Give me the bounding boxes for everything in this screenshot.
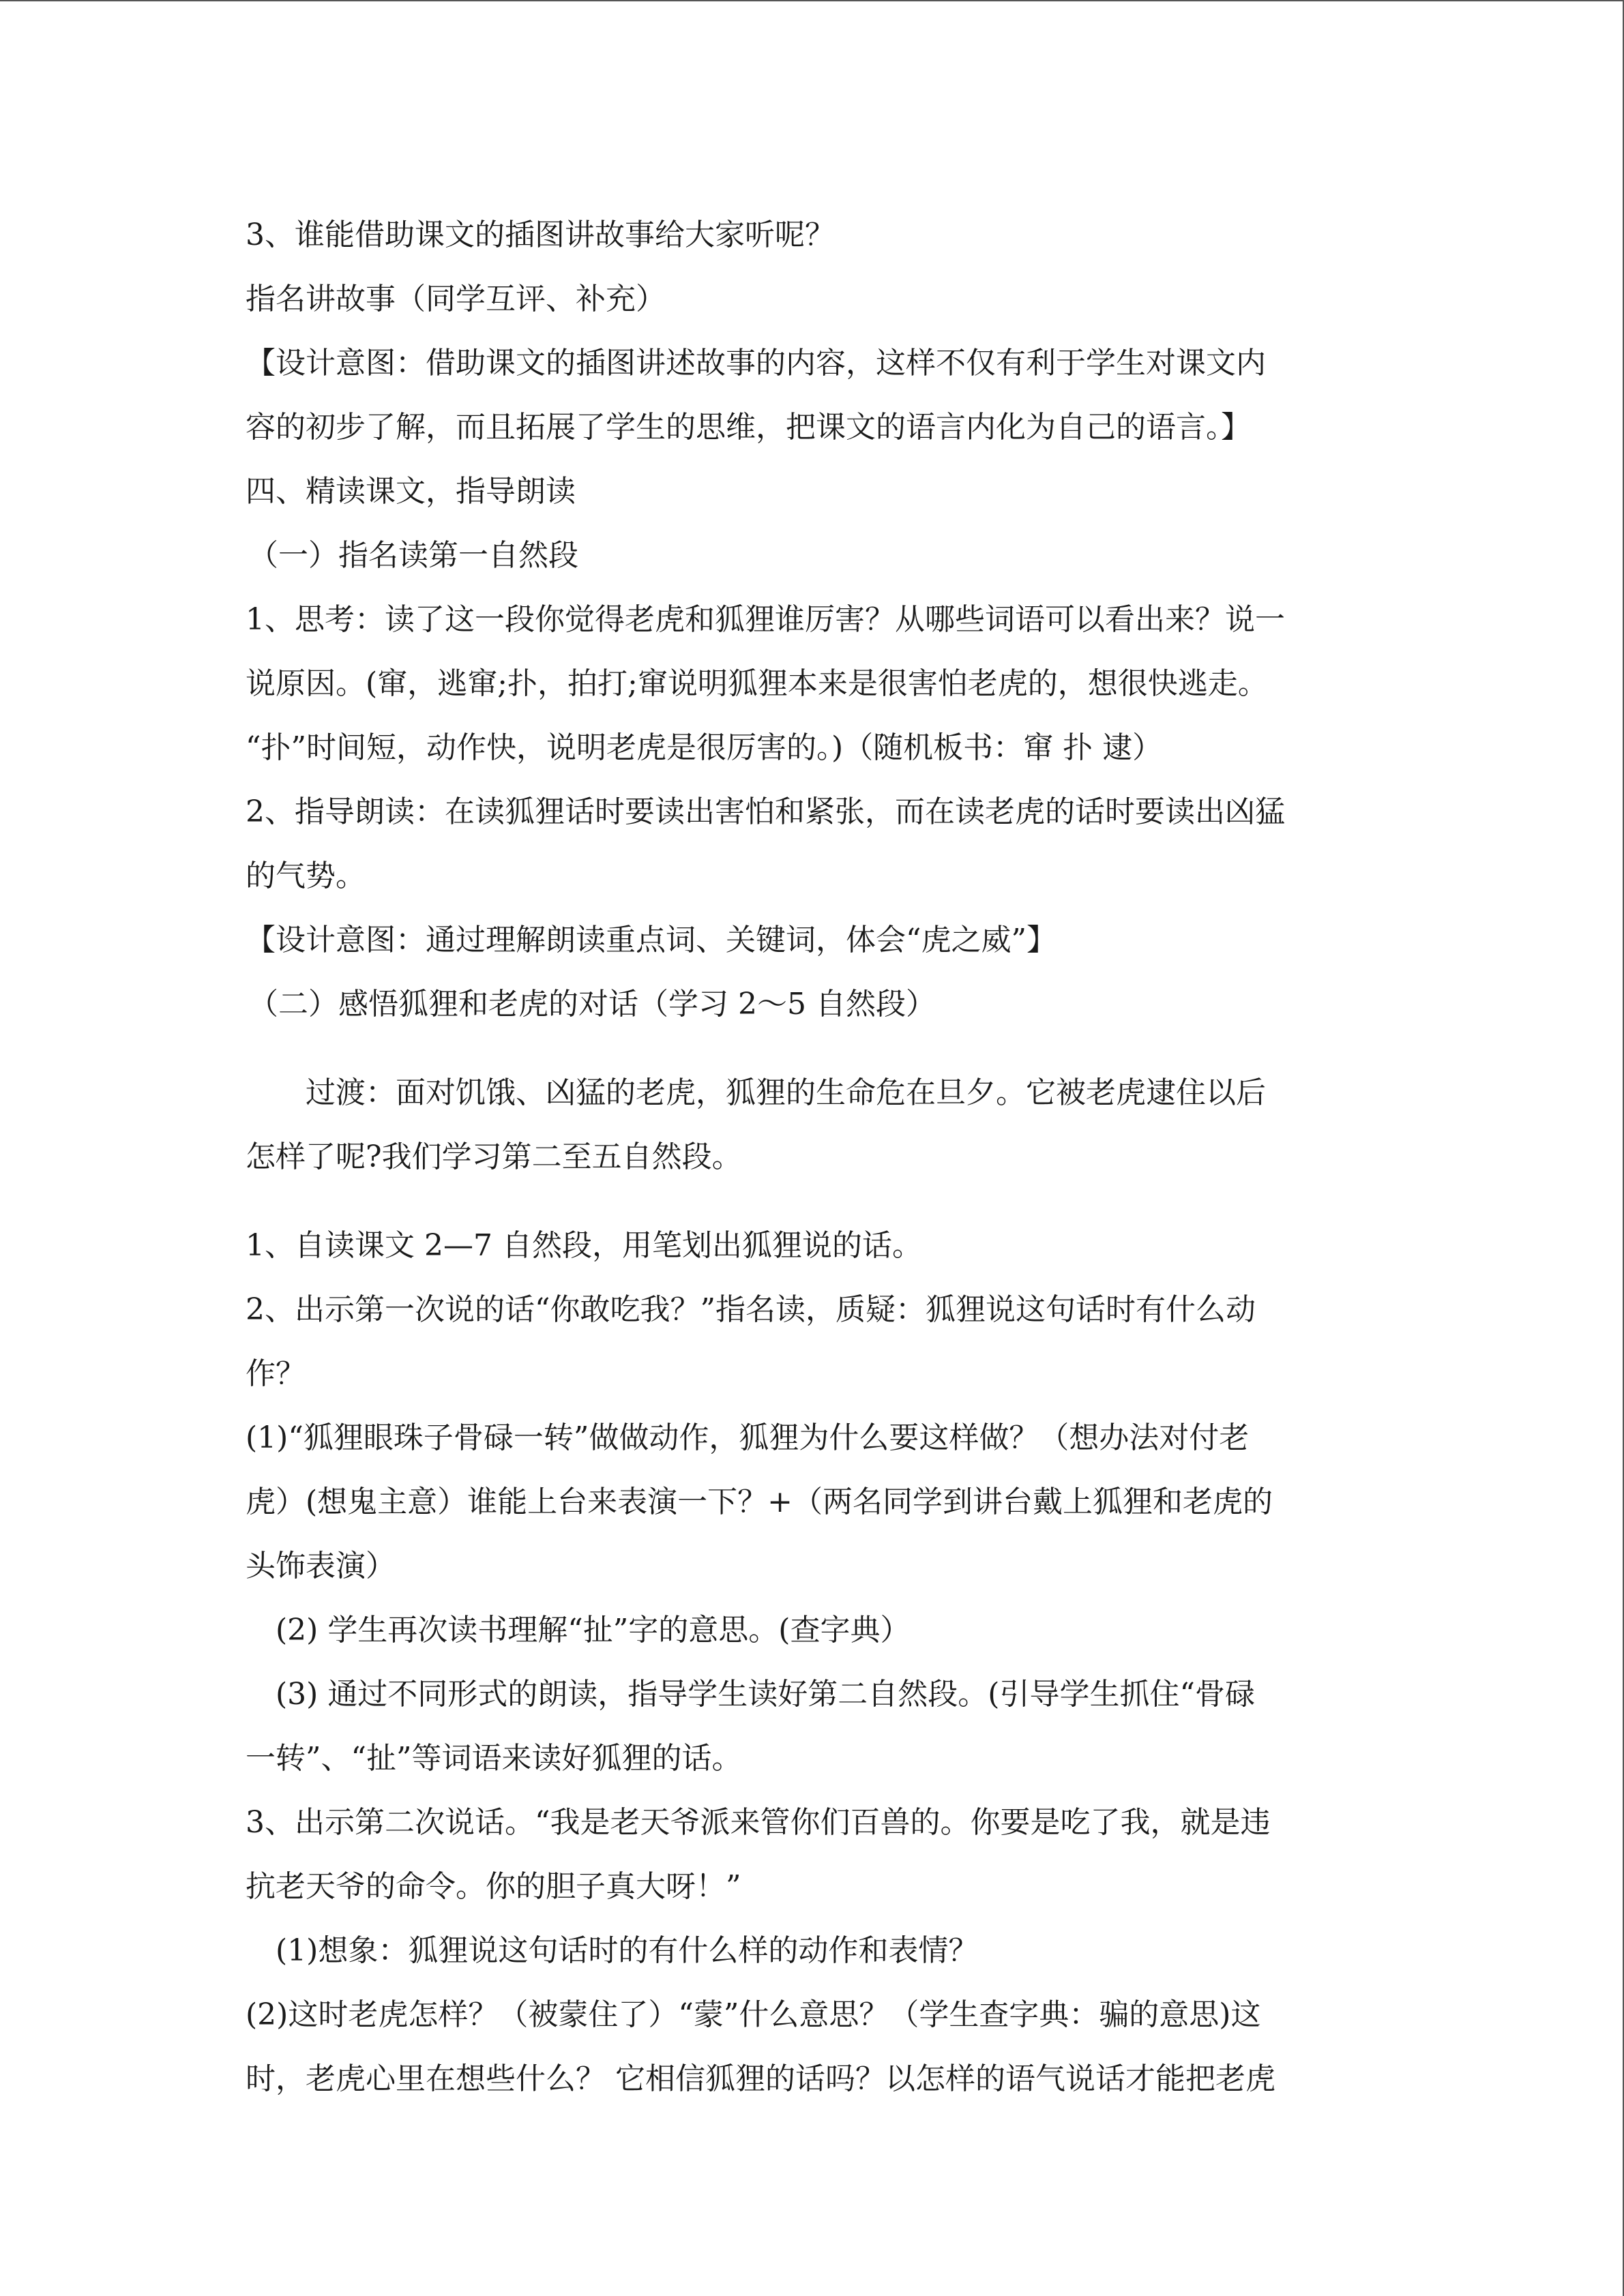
text-line: 2、指导朗读：在读狐狸话时要读出害怕和紧张，而在读老虎的话时要读出凶猛 — [246, 794, 1285, 829]
subsection-heading: （二）感悟狐狸和老虎的对话（学习 2～5 自然段） — [248, 987, 936, 1022]
paragraph-gap — [246, 1189, 1385, 1214]
text-line: 【设计意图：借助课文的插图讲述故事的内容，这样不仅有利于学生对课文内 — [246, 346, 1266, 381]
text-line: 头饰表演） — [246, 1549, 396, 1583]
text-line: 1、自读课文 2—7 自然段，用笔划出狐狸说的话。 — [246, 1228, 922, 1263]
text-line: 抗老天爷的命令。你的胆子真大呀！” — [246, 1869, 741, 1904]
section-heading: 四、精读课文，指导朗读 — [246, 474, 576, 509]
text-line: “扑”时间短，动作快，说明老虎是很厉害的。)（随机板书：窜 扑 逮） — [246, 730, 1163, 765]
text-line: 容的初步了解，而且拓展了学生的思维，把课文的语言内化为自己的语言。】 — [246, 410, 1251, 445]
text-line: (1)想象：狐狸说这句话时的有什么样的动作和表情？ — [276, 1933, 979, 1968]
text-line: 1、思考：读了这一段你觉得老虎和狐狸谁厉害？从哪些词语可以看出来？说一 — [246, 602, 1285, 637]
text-line: 指名讲故事（同学互评、补充） — [246, 282, 666, 316]
text-line: (2) 学生再次读书理解“扯”字的意思。(查字典） — [276, 1613, 911, 1648]
text-line: (2)这时老虎怎样？（被蒙住了）“蒙”什么意思？（学生查字典：骗的意思)这 — [246, 1997, 1261, 2032]
document-body — [246, 203, 1385, 2111]
text-line: 时，老虎心里在想些什么？ 它相信狐狸的话吗？以怎样的语气说话才能把老虎 — [246, 2061, 1275, 2096]
subsection-heading: （一）指名读第一自然段 — [248, 538, 578, 573]
text-line: 【设计意图：通过理解朗读重点词、关键词，体会“虎之威”】 — [246, 923, 1057, 957]
text-line: 一转”、“扯”等词语来读好狐狸的话。 — [246, 1741, 742, 1776]
paragraph-gap — [246, 1037, 1385, 1061]
text-line: 作？ — [246, 1356, 306, 1391]
text-line: (3) 通过不同形式的朗读，指导学生读好第二自然段。(引导学生抓住“骨碌 — [276, 1677, 1255, 1712]
text-line: 3、出示第二次说话。“我是老天爷派来管你们百兽的。你要是吃了我，就是违 — [246, 1805, 1271, 1840]
text-line: 怎样了呢?我们学习第二至五自然段。 — [246, 1139, 742, 1174]
text-line: 说原因。(窜，逃窜;扑，拍打;窜说明狐狸本来是很害怕老虎的，想很快逃走。 — [246, 666, 1268, 701]
text-line: 的气势。 — [246, 859, 366, 893]
text-line: 2、出示第一次说的话“你敢吃我？”指名读，质疑：狐狸说这句话时有什么动 — [246, 1292, 1256, 1327]
text-line: 过渡：面对饥饿、凶猛的老虎，狐狸的生命危在旦夕。它被老虎逮住以后 — [306, 1075, 1266, 1110]
text-line: 3、谁能借助课文的插图讲故事给大家听呢？ — [246, 218, 835, 252]
text-line: 虎）(想鬼主意）谁能上台来表演一下？+（两名同学到讲台戴上狐狸和老虎的 — [246, 1485, 1273, 1519]
text-line: (1)“狐狸眼珠子骨碌一转”做做动作，狐狸为什么要这样做？（想办法对付老 — [246, 1420, 1250, 1455]
